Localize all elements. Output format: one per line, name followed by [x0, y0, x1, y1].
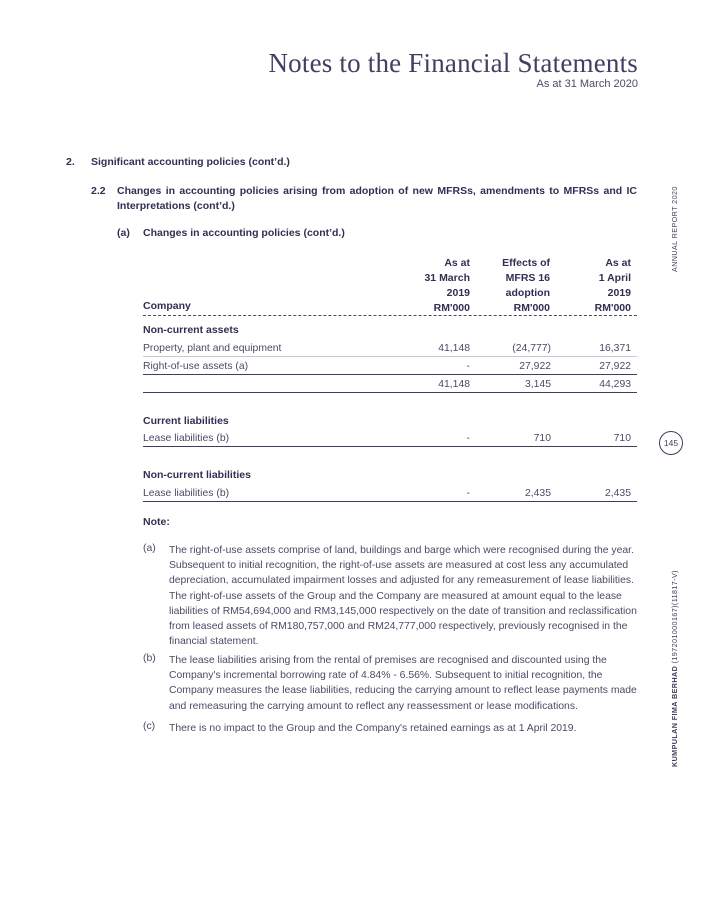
note-a-line: The right-of-use assets of the Group and the Company are measured at amount equal to the lease	[169, 590, 622, 602]
note-c-line: There is no impact to the Group and the Company's retained earnings as at 1 April 2019.	[169, 723, 577, 734]
subsection-title-line1: Changes in accounting policies arising from adoption of new MFRSs, amendments to MFRSs and IC	[117, 185, 637, 197]
assets-total-val2: 3,145	[524, 379, 551, 390]
col2-line1: Effects of	[502, 257, 550, 269]
subsection-title-line2: Interpretations (cont’d.)	[117, 200, 235, 212]
current-lease-val3: 710	[613, 433, 631, 444]
annual-report-label: ANNUAL REPORT 2020	[670, 186, 679, 272]
note-c-text	[169, 721, 637, 736]
item-title: Changes in accounting policies (cont’d.)	[143, 227, 345, 239]
col2-line4: RM'000	[513, 302, 550, 314]
col3-line1: As at	[605, 257, 631, 269]
current-liabilities-divider	[143, 446, 637, 447]
col1-line3: 2019	[446, 287, 470, 299]
note-a-text	[169, 543, 637, 649]
note-b-line: and remeasuring the carrying amount to reflect any reassessment or lease modifications.	[169, 700, 578, 712]
subtotal-divider	[143, 374, 637, 375]
current-lease-val2: 710	[533, 433, 551, 444]
col3-line4: RM'000	[594, 302, 631, 314]
company-name-vertical	[670, 570, 679, 767]
company-registration: (197201000167)(11817-V)	[670, 570, 679, 664]
noncurrent-lease-val2: 2,435	[524, 488, 551, 499]
note-b-label: (b)	[143, 653, 156, 664]
col3-line2: 1 April	[598, 272, 631, 284]
row-rou-val3: 27,922	[599, 361, 631, 372]
col1-line1: As at	[444, 257, 470, 269]
note-a-line: financial statement.	[169, 636, 259, 648]
row-rou-label: Right-of-use assets (a)	[143, 361, 249, 372]
section-title: Significant accounting policies (cont’d.)	[91, 156, 290, 168]
noncurrent-liabilities-heading: Non-current liabilities	[143, 469, 251, 481]
col1-line4: RM'000	[433, 302, 470, 314]
header-dashed-divider	[143, 315, 637, 316]
row-ppe-val1: 41,148	[438, 343, 470, 354]
assets-total-val1: 41,148	[438, 379, 470, 390]
note-b-line: Company measures the lease liabilities, reducing the carrying amount to reflect lease payments made	[169, 685, 637, 697]
note-a-line: from leased assets of RM180,757,000 and RM24,777,000 respectively, previously recognised in the	[169, 621, 628, 633]
row-ppe-label: Property, plant and equipment	[143, 343, 282, 354]
note-a-label: (a)	[143, 543, 156, 554]
row-ppe-val2: (24,777)	[512, 343, 551, 354]
company-name-bold: KUMPULAN FIMA BERHAD	[670, 665, 679, 767]
assets-total-val3: 44,293	[599, 379, 631, 390]
note-c-label: (c)	[143, 721, 156, 732]
row-rou-val2: 27,922	[519, 361, 551, 372]
note-heading: Note:	[143, 516, 170, 528]
col1-line2: 31 March	[424, 272, 470, 284]
noncurrent-liabilities-divider	[143, 501, 637, 502]
current-liabilities-heading: Current liabilities	[143, 415, 229, 427]
section-number: 2.	[66, 156, 75, 168]
row-divider	[143, 356, 637, 357]
col2-line3: adoption	[505, 287, 550, 299]
row-ppe-val3: 16,371	[599, 343, 631, 354]
page-number-badge: 145	[659, 431, 683, 455]
col3-line3: 2019	[607, 287, 631, 299]
total-divider	[143, 392, 637, 393]
note-a-line: The right-of-use assets comprise of land, buildings and barge which were recognised during the year.	[169, 545, 634, 556]
current-lease-label: Lease liabilities (b)	[143, 433, 230, 444]
column-header-as-at-1-april	[551, 256, 631, 316]
noncurrent-assets-heading: Non-current assets	[143, 324, 239, 336]
noncurrent-lease-val1: -	[466, 488, 470, 499]
row-rou-val1: -	[466, 361, 470, 372]
note-a-line: liabilities of RM54,694,000 and RM3,145,000 respectively on the date of transition and reclassification	[169, 605, 637, 617]
note-b-text	[169, 653, 637, 714]
note-b-line: The lease liabilities arising from the rental of premises are recognised and discounted using the	[169, 655, 607, 666]
subsection-number: 2.2	[91, 185, 106, 197]
col2-line2: MFRS 16	[505, 272, 550, 284]
noncurrent-lease-label: Lease liabilities (b)	[143, 488, 230, 499]
noncurrent-lease-val3: 2,435	[604, 488, 631, 499]
column-header-effects-mfrs16	[470, 256, 550, 316]
item-label: (a)	[117, 227, 130, 239]
page-subtitle: As at 31 March 2020	[536, 78, 638, 90]
note-b-line: Company's incremental borrowing rate of 4.84% - 6.56%. Subsequent to initial recognition, the	[169, 670, 603, 682]
page-title: Notes to the Financial Statements	[268, 48, 638, 78]
column-header-as-at-31-march	[390, 256, 470, 316]
company-column-label: Company	[143, 300, 191, 312]
current-lease-val1: -	[466, 433, 470, 444]
note-a-line: Subsequent to initial recognition, the right-of-use assets are measured at cost less any accumulated	[169, 560, 629, 572]
note-a-line: depreciation, accumulated impairment losses and adjusted for any remeasurement of lease liabilities.	[169, 575, 634, 587]
